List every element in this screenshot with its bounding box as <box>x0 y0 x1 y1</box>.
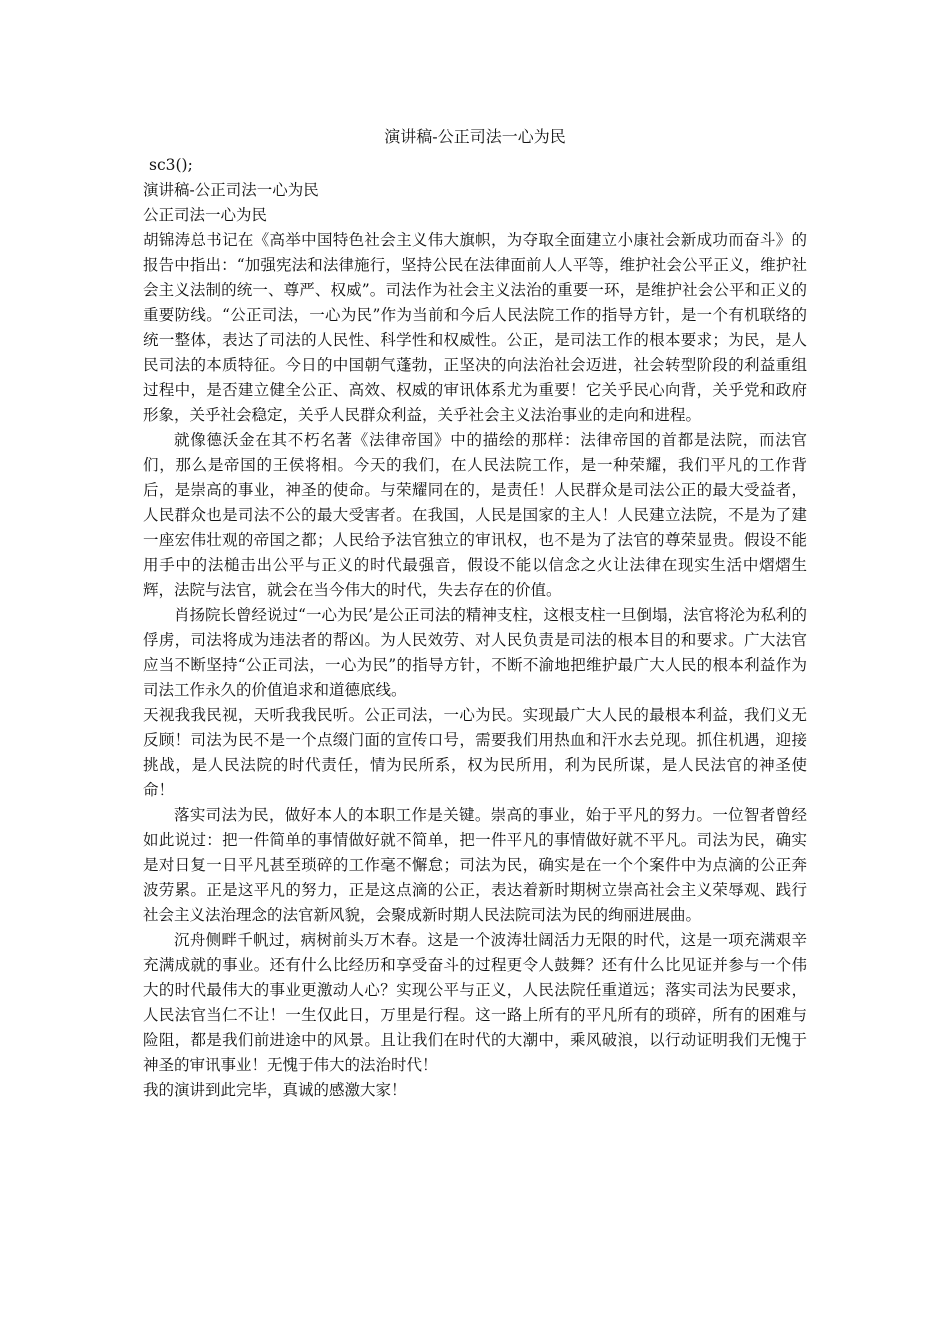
code-line: sc3(); <box>149 156 193 174</box>
document-title: 演讲稿-公正司法一心为民 <box>384 127 566 146</box>
document-body <box>143 153 807 1103</box>
closing-line: 我的演讲到此完毕，真诚的感激大家！ <box>143 1081 407 1099</box>
paragraph-1: 胡锦涛总书记在《高举中国特色社会主义伟大旗帜，为夺取全面建立小康社会新成功而奋斗》的报告中指出：“加强宪法和法律施行，坚持公民在法律面前人人平等，维护社会公平正义，维护社会主义法制的统一、尊严、权威”。司法作为社会主义法治的重要一环，是维护社会公平和正义的重要防线。“公正司法，一心为民”作为当前和今后人民法院工作的指导方针，是一个有机联络的统一整体，表达了司法的人民性、科学性和权威性。公正，是司法工作的根本要求；为民，是人民司法的本质特征。今日的中国朝气蓬勃，正坚决的向法治社会迈进，社会转型阶段的利益重组过程中，是否建立健全公正、高效、权威的审讯体系尤为重要！它关乎民心向背，关乎党和政府形象，关乎社会稳定，关乎人民群众利益，关乎社会主义法治事业的走向和进程。 <box>143 231 807 424</box>
heading-repeat: 演讲稿-公正司法一心为民 <box>143 181 319 199</box>
paragraph-5: 落实司法为民，做好本人的本职工作是关键。崇高的事业，始于平凡的努力。一位智者曾经如此说过：把一件简单的事情做好就不简单，把一件平凡的事情做好就不平凡。司法为民，确实是对日复一日平凡甚至琐碎的工作毫不懈怠；司法为民，确实是在一个个案件中为点滴的公正奔波劳累。正是这平凡的努力，正是这点滴的公正，表达着新时期树立崇高社会主义荣辱观、践行社会主义法治理念的法官新风貌，会聚成新时期人民法院司法为民的绚丽进展曲。 <box>143 806 807 924</box>
paragraph-4: 天视我我民视，天听我我民听。公正司法，一心为民。实现最广大人民的最根本利益，我们义无反顾！司法为民不是一个点缀门面的宣传口号，需要我们用热血和汗水去兑现。抓住机遇，迎接挑战，是人民法院的时代责任，情为民所系，权为民所用，利为民所谋，是人民法官的神圣使命！ <box>143 706 807 799</box>
paragraph-2: 就像德沃金在其不朽名著《法律帝国》中的描绘的那样：法律帝国的首都是法院，而法官们，那么是帝国的王侯将相。今天的我们，在人民法院工作，是一种荣耀，我们平凡的工作背后，是崇高的事业，神圣的使命。与荣耀同在的，是责任！人民群众是司法公正的最大受益者，人民群众也是司法不公的最大受害者。在我国，人民是国家的主人！人民建立法院，不是为了建一座宏伟壮观的帝国之都；人民给予法官独立的审讯权，也不是为了法官的尊荣显贵。假设不能用手中的法槌击出公平与正义的时代最强音，假设不能以信念之火让法律在现实生活中熠熠生辉，法院与法官，就会在当今伟大的时代，失去存在的价值。 <box>143 431 807 599</box>
subheading: 公正司法一心为民 <box>143 206 268 224</box>
paragraph-3: 肖扬院长曾经说过“一心为民’是公正司法的精神支柱，这根支柱一旦倒塌，法官将沦为私利的俘虏，司法将成为违法者的帮凶。为人民效劳、对人民负责是司法的根本目的和要求。广大法官应当不断坚持“公正司法，一心为民”的指导方针，不断不渝地把维护最广大人民的根本利益作为司法工作永久的价值追求和道德底线。 <box>143 606 807 699</box>
paragraph-6: 沉舟侧畔千帆过，病树前头万木春。这是一个波涛壮阔活力无限的时代，这是一项充满艰辛充满成就的事业。还有什么比经历和享受奋斗的过程更令人鼓舞？还有什么比见证并参与一个伟大的时代最伟大的事业更激动人心？实现公平与正义，人民法院任重道远；落实司法为民要求，人民法官当仁不让！一生仅此日，万里是行程。这一路上所有的平凡所有的琐碎，所有的困难与险阻，都是我们前进途中的风景。且让我们在时代的大潮中，乘风破浪，以行动证明我们无愧于神圣的审讯事业！无愧于伟大的法治时代！ <box>143 931 807 1074</box>
